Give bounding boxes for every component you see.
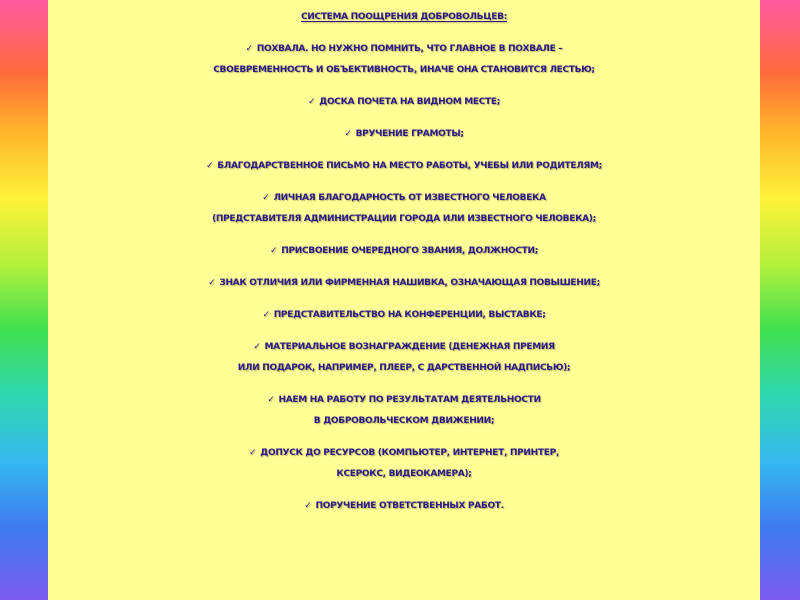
list-item-text: ПОРУЧЕНИЕ ОТВЕТСТВЕННЫХ РАБОТ. xyxy=(315,501,504,511)
check-icon: ✓ xyxy=(249,448,257,458)
list-item-text: КСЕРОКС, ВИДЕОКАМЕРА); xyxy=(336,469,472,479)
list-item xyxy=(48,273,760,294)
check-icon: ✓ xyxy=(307,97,316,107)
list-item-text: ПОХВАЛА. НО НУЖНО ПОМНИТЬ, ЧТО ГЛАВНОЕ В ПОХВАЛЕ – xyxy=(256,44,563,54)
check-icon: ✓ xyxy=(208,278,216,288)
list-item-text: НАЕМ НА РАБОТУ ПО РЕЗУЛЬТАТАМ ДЕЯТЕЛЬНОСТИ xyxy=(278,395,541,405)
list-item xyxy=(48,39,760,81)
list-item-text: БЛАГОДАРСТВЕННОЕ ПИСЬМО НА МЕСТО РАБОТЫ, УЧЕБЫ ИЛИ РОДИТЕЛЯМ; xyxy=(217,161,602,171)
list-item-text: (ПРЕДСТАВИТЕЛЯ АДМИНИСТРАЦИИ ГОРОДА ИЛИ ИЗВЕСТНОГО ЧЕЛОВЕКА); xyxy=(212,214,596,224)
slide-content xyxy=(48,7,760,528)
check-icon: ✓ xyxy=(253,342,261,352)
list-item-text: ПРИСВОЕНИЕ ОЧЕРЕДНОГО ЗВАНИЯ, ДОЛЖНОСТИ; xyxy=(281,246,539,256)
check-icon: ✓ xyxy=(344,129,352,139)
list-item xyxy=(48,443,760,485)
check-icon: ✓ xyxy=(304,501,312,511)
list-item xyxy=(48,337,760,379)
check-icon: ✓ xyxy=(245,44,253,54)
check-icon: ✓ xyxy=(206,161,214,171)
list-item-text: СВОЕВРЕМЕННОСТЬ И ОБЪЕКТИВНОСТЬ, ИНАЧЕ ОНА СТАНОВИТСЯ ЛЕСТЬЮ; xyxy=(213,65,595,75)
list-item-text: В ДОБРОВОЛЬЧЕСКОМ ДВИЖЕНИИ; xyxy=(313,416,495,426)
list-item xyxy=(48,188,760,230)
list-item-text: ЛИЧНАЯ БЛАГОДАРНОСТЬ ОТ ИЗВЕСТНОГО ЧЕЛОВЕКА xyxy=(273,193,546,203)
list-item xyxy=(48,390,760,432)
check-icon: ✓ xyxy=(262,310,270,320)
list-item-text: МАТЕРИАЛЬНОЕ ВОЗНАГРАЖДЕНИЕ (ДЕНЕЖНАЯ ПРЕМИЯ xyxy=(264,342,555,352)
list-item-text: ДОСКА ПОЧЕТА НА ВИДНОМ МЕСТЕ; xyxy=(319,97,501,107)
check-icon: ✓ xyxy=(269,246,278,256)
check-icon: ✓ xyxy=(262,193,270,203)
list-item xyxy=(48,496,760,517)
list-item-text: ПРЕДСТАВИТЕЛЬСТВО НА КОНФЕРЕНЦИИ, ВЫСТАВКЕ; xyxy=(273,310,546,320)
list-item xyxy=(48,305,760,326)
list-item xyxy=(48,156,760,177)
list-item-text: ИЛИ ПОДАРОК, НАПРИМЕР, ПЛЕЕР, С ДАРСТВЕННОЙ НАДПИСЬЮ); xyxy=(237,363,571,373)
list-item-text: ДОПУСК ДО РЕСУРСОВ (КОМПЬЮТЕР, ИНТЕРНЕТ, ПРИНТЕР, xyxy=(260,448,559,458)
list-item xyxy=(48,124,760,145)
list-item-text: ЗНАК ОТЛИЧИЯ ИЛИ ФИРМЕННАЯ НАШИВКА, ОЗНАЧАЮЩАЯ ПОВЫШЕНИЕ; xyxy=(219,278,600,288)
list-item-text: ВРУЧЕНИЕ ГРАМОТЫ; xyxy=(355,129,464,139)
check-icon: ✓ xyxy=(267,395,275,405)
list-item xyxy=(48,92,760,113)
list-item xyxy=(48,241,760,262)
slide-heading: СИСТЕМА ПООЩРЕНИЯ ДОБРОВОЛЬЦЕВ: xyxy=(301,12,507,22)
slide-panel xyxy=(48,0,760,600)
